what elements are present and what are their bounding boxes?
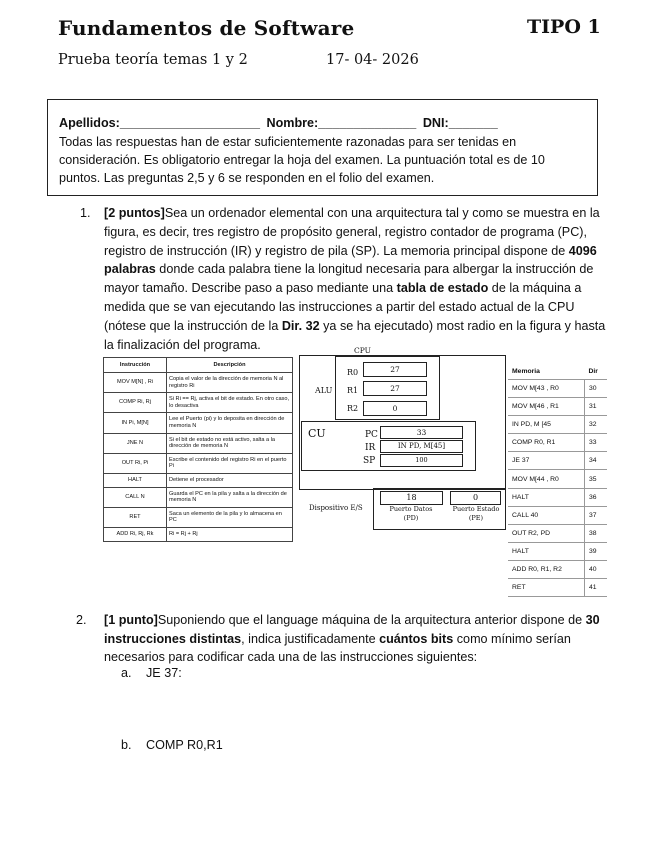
memory-cell: ADD R0, R1, R2 — [508, 560, 585, 578]
nombre-field[interactable]: ______________ — [318, 116, 417, 130]
question-2-text — [104, 611, 620, 667]
item-a-letter: a. — [121, 666, 132, 680]
ir-label: IR — [365, 443, 376, 453]
description-cell: Si el bit de estado no está activo, salta a la dirección de memoria N — [167, 433, 293, 453]
memory-header: Memoria — [512, 367, 540, 375]
register-r1-value: 27 — [363, 381, 427, 396]
address-cell: 37 — [585, 506, 608, 524]
table-row — [104, 393, 293, 413]
item-b-letter: b. — [121, 738, 132, 752]
table-row — [104, 453, 293, 473]
table-row — [104, 507, 293, 527]
question-1-text — [104, 204, 608, 354]
item-b-text: COMP R0,R1 — [146, 738, 223, 752]
instruction-cell: COMP Ri, Rj — [104, 393, 167, 413]
description-cell: Lee el Puerto (pi) y lo deposita en dirección de memoria N — [167, 413, 293, 433]
cu-label: CU — [308, 427, 326, 440]
register-r1-label: R1 — [347, 386, 359, 395]
address-cell: 30 — [585, 380, 608, 398]
table-row — [508, 380, 607, 398]
student-fields — [59, 114, 586, 132]
address-cell: 34 — [585, 452, 608, 470]
instruction-header: Instrucción — [104, 358, 167, 373]
question-1-number: 1. — [80, 206, 91, 220]
description-cell: Si Ri == Rj, activa el bit de estado. En otro caso, lo desactiva — [167, 393, 293, 413]
question-2-text-b: , indica justificadamente — [241, 631, 380, 646]
address-cell: 33 — [585, 434, 608, 452]
instruction-table — [103, 357, 293, 542]
table-row — [508, 488, 607, 506]
address-cell: 36 — [585, 488, 608, 506]
exam-date: 17- 04- 2026 — [326, 52, 419, 68]
instruction-cell: ADD Ri, Rj, Rk — [104, 527, 167, 541]
exam-instructions: Todas las respuestas han de estar suficientemente razonadas para ser tenidas en consideración. Es obligatorio entregar la hoja del examen. La puntuación total es de 10 puntos. Las preguntas 2,5 y 6 se responden en el folio del examen. — [59, 135, 545, 185]
document-title: Fundamentos de Software — [58, 16, 355, 40]
question-2-text-a: Suponiendo que el language máquina de la arquitectura anterior dispone de — [157, 613, 586, 627]
address-cell: 38 — [585, 524, 608, 542]
dni-field[interactable]: _______ — [448, 116, 498, 130]
instruction-cell: IN Pi, M[N] — [104, 413, 167, 433]
memory-cell: COMP R0, R1 — [508, 434, 585, 452]
question-1-bold-c: Dir. 32 — [281, 318, 320, 333]
question-2-points: [1 punto] — [104, 613, 158, 627]
address-cell: 41 — [585, 579, 608, 597]
table-row — [508, 560, 607, 578]
description-cell: Guarda el PC en la pila y salta a la dirección de memoria N — [167, 487, 293, 507]
nombre-label: Nombre: — [266, 116, 319, 130]
table-row — [508, 416, 607, 434]
memory-cell: MOV M[43 , R0 — [508, 380, 585, 398]
memory-cell: MOV M[44 , R0 — [508, 470, 585, 488]
instruction-cell: RET — [104, 507, 167, 527]
description-cell: Ri = Rj + Rj — [167, 527, 293, 541]
table-row — [104, 413, 293, 433]
table-row — [508, 524, 607, 542]
question-1 — [80, 204, 608, 354]
item-a-text: JE 37: — [146, 666, 182, 680]
question-2 — [76, 611, 620, 667]
memory-cell: HALT — [508, 488, 585, 506]
memory-cell: IN PD, M [45 — [508, 416, 585, 434]
memory-table — [508, 364, 607, 597]
question-1-points: [2 puntos] — [104, 206, 165, 220]
description-cell: Copia el valor de la dirección de memoria N al registro Ri — [167, 373, 293, 393]
exam-subtitle: Prueba teoría temas 1 y 2 — [58, 52, 248, 68]
question-1-bold-a: 4096 palabras — [104, 243, 597, 277]
table-row — [508, 434, 607, 452]
address-cell: 35 — [585, 470, 608, 488]
port-status-label: Puerto Estado (PE) — [452, 505, 500, 522]
table-row — [104, 373, 293, 393]
table-row — [508, 398, 607, 416]
pc-label: PC — [365, 430, 378, 440]
memory-cell: RET — [508, 579, 585, 597]
port-status-value: 0 — [450, 491, 501, 505]
address-cell: 40 — [585, 560, 608, 578]
table-row — [508, 542, 607, 560]
address-cell: 32 — [585, 416, 608, 434]
description-cell: Escribe el contenido del registro Ri en el puerto Pi — [167, 453, 293, 473]
student-info-box — [47, 99, 598, 196]
table-row — [508, 579, 607, 597]
register-r2-label: R2 — [347, 404, 359, 413]
memory-cell: HALT — [508, 542, 585, 560]
dni-label: DNI: — [422, 116, 449, 130]
register-r0-label: R0 — [347, 368, 359, 377]
instruction-cell: JNE N — [104, 433, 167, 453]
description-header: Descripción — [167, 358, 293, 373]
table-row — [508, 470, 607, 488]
instruction-table-header — [104, 358, 293, 373]
question-1-text-c: de la máquina a medida que se van ejecutando las instrucciones a partir del estado actual de la CPU (nótese que la instrucción de la — [104, 281, 582, 333]
port-data-value: 18 — [380, 491, 443, 505]
address-cell: 39 — [585, 542, 608, 560]
question-1-text-b: donde cada palabra tiene la longitud necesaria para albergar la instrucción de mayor tamaño. Describe paso a paso mediante una — [104, 262, 594, 296]
address-cell: 31 — [585, 398, 608, 416]
exam-type: TIPO 1 — [527, 16, 601, 38]
alu-label: ALU — [315, 386, 333, 395]
table-row — [508, 452, 607, 470]
description-cell: Detiene el procesador — [167, 473, 293, 487]
ir-value: IN PD, M[45] — [380, 440, 463, 453]
instruction-cell: MOV M[N] , Ri — [104, 373, 167, 393]
table-row — [508, 506, 607, 524]
memory-cell: CALL 40 — [508, 506, 585, 524]
sp-value: 100 — [380, 454, 463, 467]
instruction-cell: HALT — [104, 473, 167, 487]
register-r2-value: 0 — [363, 401, 427, 416]
sp-label: SP — [363, 456, 376, 466]
question-2-number: 2. — [76, 613, 87, 627]
table-row — [104, 487, 293, 507]
description-cell: Saca un elemento de la pila y lo almacena en PC — [167, 507, 293, 527]
io-device-label: Dispositivo E/S — [309, 504, 363, 512]
memory-cell: JE 37 — [508, 452, 585, 470]
question-1-bold-b: tabla de estado — [396, 281, 489, 296]
table-row — [104, 433, 293, 453]
table-row — [104, 473, 293, 487]
pc-value: 33 — [380, 426, 463, 439]
question-1-text-d: ya se ha ejecutado) most radio en la figura y hasta la finalización del programa. — [104, 318, 606, 352]
cpu-title: CPU — [354, 346, 371, 355]
memory-cell: OUT R2, PD — [508, 524, 585, 542]
instruction-cell: CALL N — [104, 487, 167, 507]
question-1-text-a: Sea un ordenador elemental con una arquitectura tal y como se muestra en la figura, es decir, tres registro de propósito general, registro contador de programa (PC), registro de instrucción (IR) y registro de pila (SP). La memoria principal dispone de — [104, 206, 600, 258]
apellidos-field[interactable]: ____________________ — [119, 116, 260, 130]
dir-header: Dir — [588, 367, 598, 375]
instruction-cell: OUT Ri, Pi — [104, 453, 167, 473]
register-r0-value: 27 — [363, 362, 427, 377]
table-row — [104, 527, 293, 541]
memory-cell: MOV M[46 , R1 — [508, 398, 585, 416]
question-2-bold-a: 30 instrucciones distintas — [104, 613, 600, 646]
question-2-text-c: como mínimo serían necesarios para codificar cada una de las instrucciones siguientes: — [104, 631, 571, 664]
apellidos-label: Apellidos: — [59, 116, 120, 130]
port-data-label: Puerto Datos (PD) — [389, 505, 433, 522]
question-2-bold-b: cuántos bits — [379, 631, 454, 646]
memory-table-header — [508, 364, 607, 380]
